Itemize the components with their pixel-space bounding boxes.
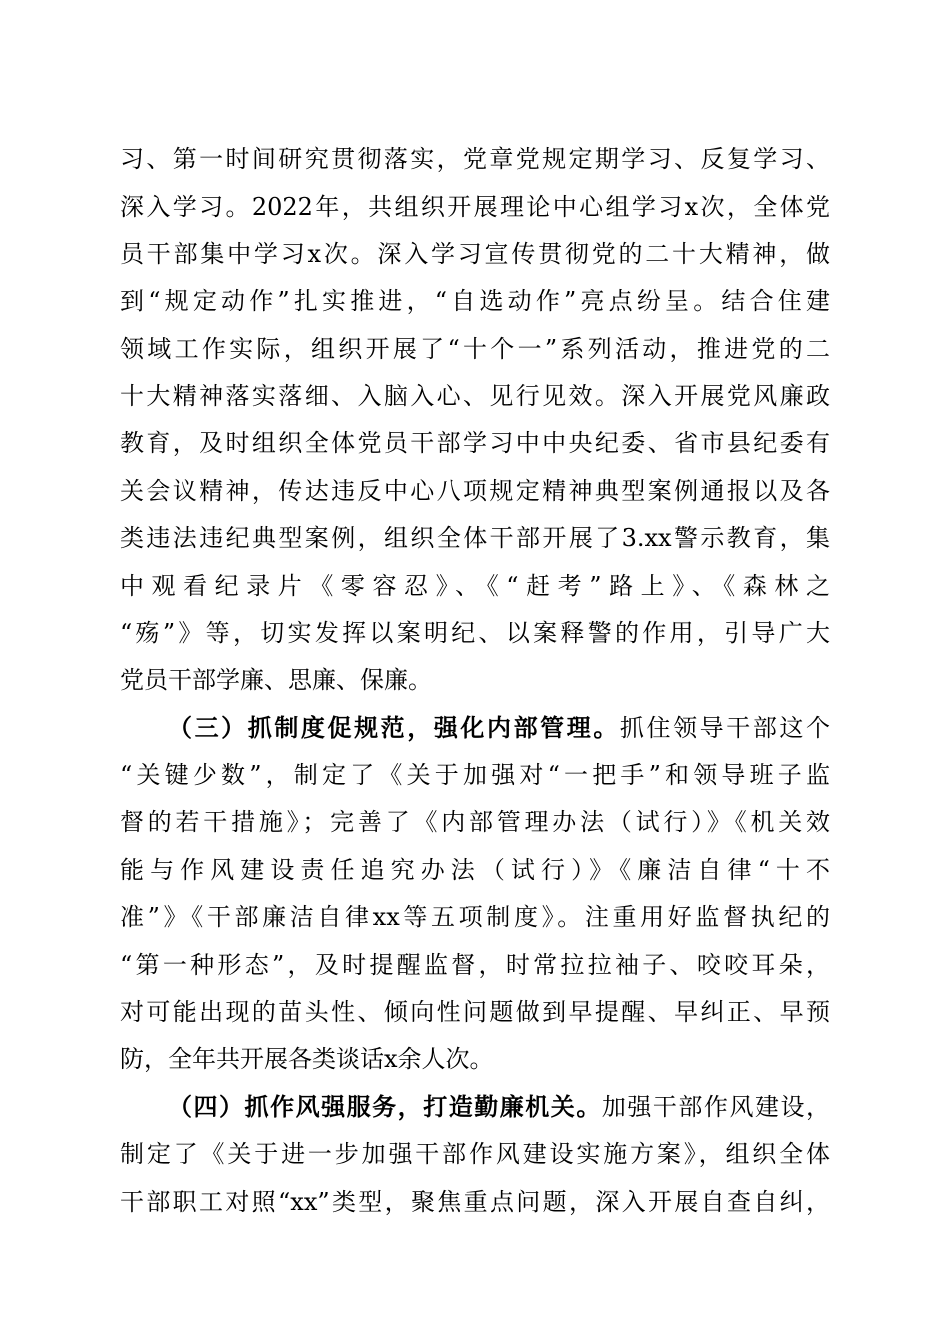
paragraph-line: “关键少数”，制定了《关于加强对“一把手”和领导班子监 xyxy=(120,761,830,789)
paragraph-line: 关会议精神，传达违反中心八项规定精神典型案例通报以及各 xyxy=(120,477,830,505)
section-heading-3: （三）抓制度促规范，强化内部管理。 xyxy=(168,713,620,742)
paragraph-line: 干部职工对照“xx”类型，聚焦重点问题，深入开展自查自纠， xyxy=(120,1188,830,1216)
paragraph-line: 习、第一时间研究贯彻落实，党章党规定期学习、反复学习、 xyxy=(120,145,830,173)
paragraph-line: 对可能出现的苗头性、倾向性问题做到早提醒、早纠正、早预 xyxy=(120,998,830,1026)
paragraph-line: 制定了《关于进一步加强干部作风建设实施方案》，组织全体 xyxy=(120,1140,830,1168)
section-heading-4: （四）抓作风强服务，打造勤廉机关。 xyxy=(168,1092,602,1121)
paragraph-line: 党员干部学廉、思廉、保廉。 xyxy=(120,666,432,694)
paragraph-line: 防，全年共开展各类谈话x余人次。 xyxy=(120,1045,494,1073)
paragraph-line: 深入学习。2022年，共组织开展理论中心组学习x次，全体党 xyxy=(120,193,830,221)
paragraph-line: “殇”》等，切实发挥以案明纪、以案释警的作用，引导广大 xyxy=(120,619,830,647)
paragraph-line: 教育，及时组织全体党员干部学习中中央纪委、省市县纪委有 xyxy=(120,429,830,457)
paragraph-line: 领域工作实际，组织开展了“十个一”系列活动，推进党的二 xyxy=(120,335,830,363)
paragraph-line: 督的若干措施》；完善了《内部管理办法（试行）》《机关效 xyxy=(120,808,830,836)
paragraph-first-line xyxy=(168,1085,830,1129)
paragraph-text: 抓住领导干部这个 xyxy=(619,714,830,742)
paragraph-line: “第一种形态”，及时提醒监督，时常拉拉袖子、咬咬耳朵， xyxy=(120,951,830,979)
paragraph-line: 准”》《干部廉洁自律xx等五项制度》。注重用好监督执纪的 xyxy=(120,903,830,931)
paragraph-first-line xyxy=(168,706,830,750)
paragraph-line: 能与作风建设责任追究办法（试行）》《廉洁自律“十不 xyxy=(120,856,830,884)
paragraph-text: 加强干部作风建设， xyxy=(601,1093,830,1121)
paragraph-line: 十大精神落实落细、入脑入心、见行见效。深入开展党风廉政 xyxy=(120,382,830,410)
paragraph-line: 员干部集中学习x次。深入学习宣传贯彻党的二十大精神，做 xyxy=(120,240,830,268)
paragraph-line: 中观看纪录片《零容忍》、《“赶考”路上》、《森林之 xyxy=(120,572,830,600)
paragraph-line: 类违法违纪典型案例，组织全体干部开展了3.xx警示教育，集 xyxy=(120,524,830,552)
paragraph-line: 到“规定动作”扎实推进，“自选动作”亮点纷呈。结合住建 xyxy=(120,287,830,315)
